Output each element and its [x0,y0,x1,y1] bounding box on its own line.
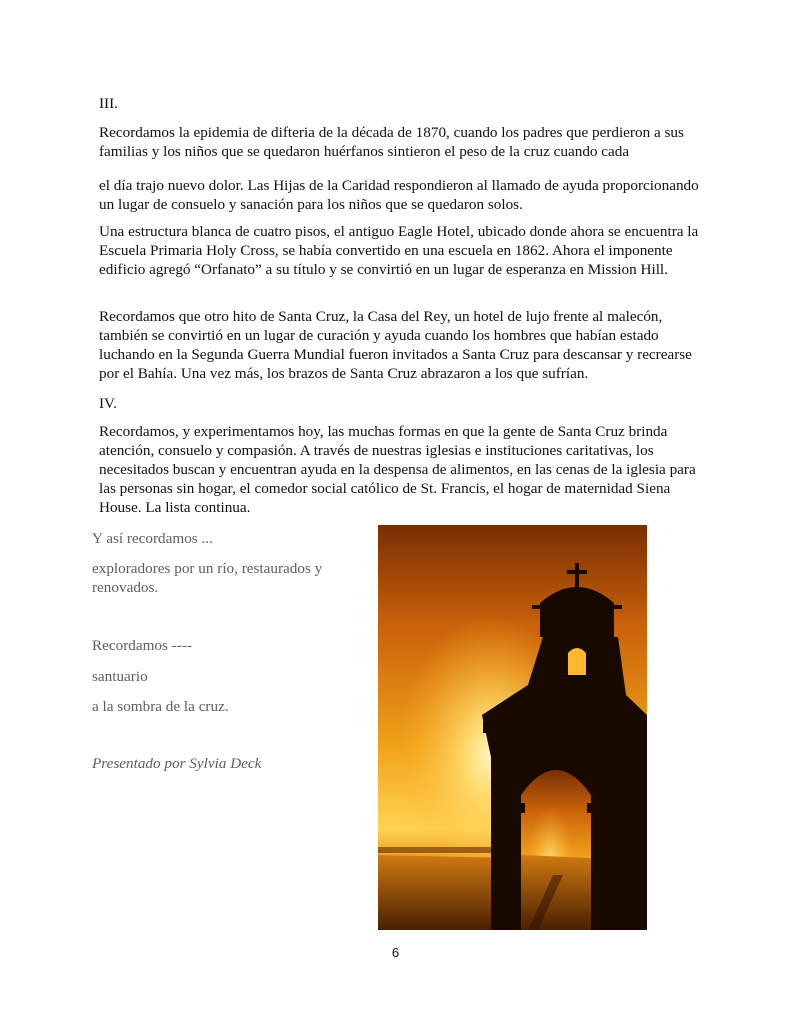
section-heading-iii: III. [99,95,118,112]
paragraph-eagle-hotel: Una estructura blanca de cuatro pisos, el antiguo Eagle Hotel, ubicado donde ahora se encuentra la Escuela Primaria Holy Cross, se había convertido en una escuela en 1862. Ahora el imponente edificio agregó “Orfanato” a su título y se convirtió en un lugar de esperanza en Mission Hill. [99,223,699,278]
paragraph-casa-del-rey: Recordamos que otro hito de Santa Cruz, la Casa del Rey, un hotel de lujo frente al malecón, también se convirtió en un lugar de curación y ayuda cuando los hombres que habían estado luchando en la Segunda Guerra Mundial fueron invitados a Santa Cruz para descansar y recrearse por el Bahía. Una vez más, los brazos de Santa Cruz abrazaron a los que sufrían. [99,308,692,382]
poem-line-5: a la sombra de la cruz. [92,698,229,715]
paragraph-charities: Recordamos, y experimentamos hoy, las muchas formas en que la gente de Santa Cruz brinda atención, consuelo y compasión. A través de nuestras iglesias e instituciones caritativas, los necesitados buscan y encuentran ayuda en la despensa de alimentos, en las cenas de la iglesia para las personas sin hogar, el comedor social católico de St. Francis, el hogar de maternidad Siena House. La lista continua. [99,423,696,516]
presenter-credit: Presentado por Sylvia Deck [92,755,262,772]
poem-line-2: exploradores por un río, restaurados y renovados. [92,560,323,596]
paragraph-diphtheria-part2: el día trajo nuevo dolor. Las Hijas de la Caridad respondieron al llamado de ayuda proporcionando un lugar de consuelo y sanación para los niños que se quedaron solos. [99,177,699,213]
poem-line-4: santuario [92,668,148,685]
poem-line-3: Recordamos ---- [92,637,192,654]
church-silhouette-sunset-icon [378,525,647,930]
paragraph-diphtheria-part1: Recordamos la epidemia de difteria de la década de 1870, cuando los padres que perdieron a sus familias y los niños que se quedaron huérfanos sintieron el peso de la cruz cuando cada [99,124,684,160]
church-sunset-photo [378,525,647,930]
section-heading-iv: IV. [99,395,117,412]
poem-line-1: Y así recordamos ... [92,530,213,547]
page-number: 6 [391,945,400,960]
